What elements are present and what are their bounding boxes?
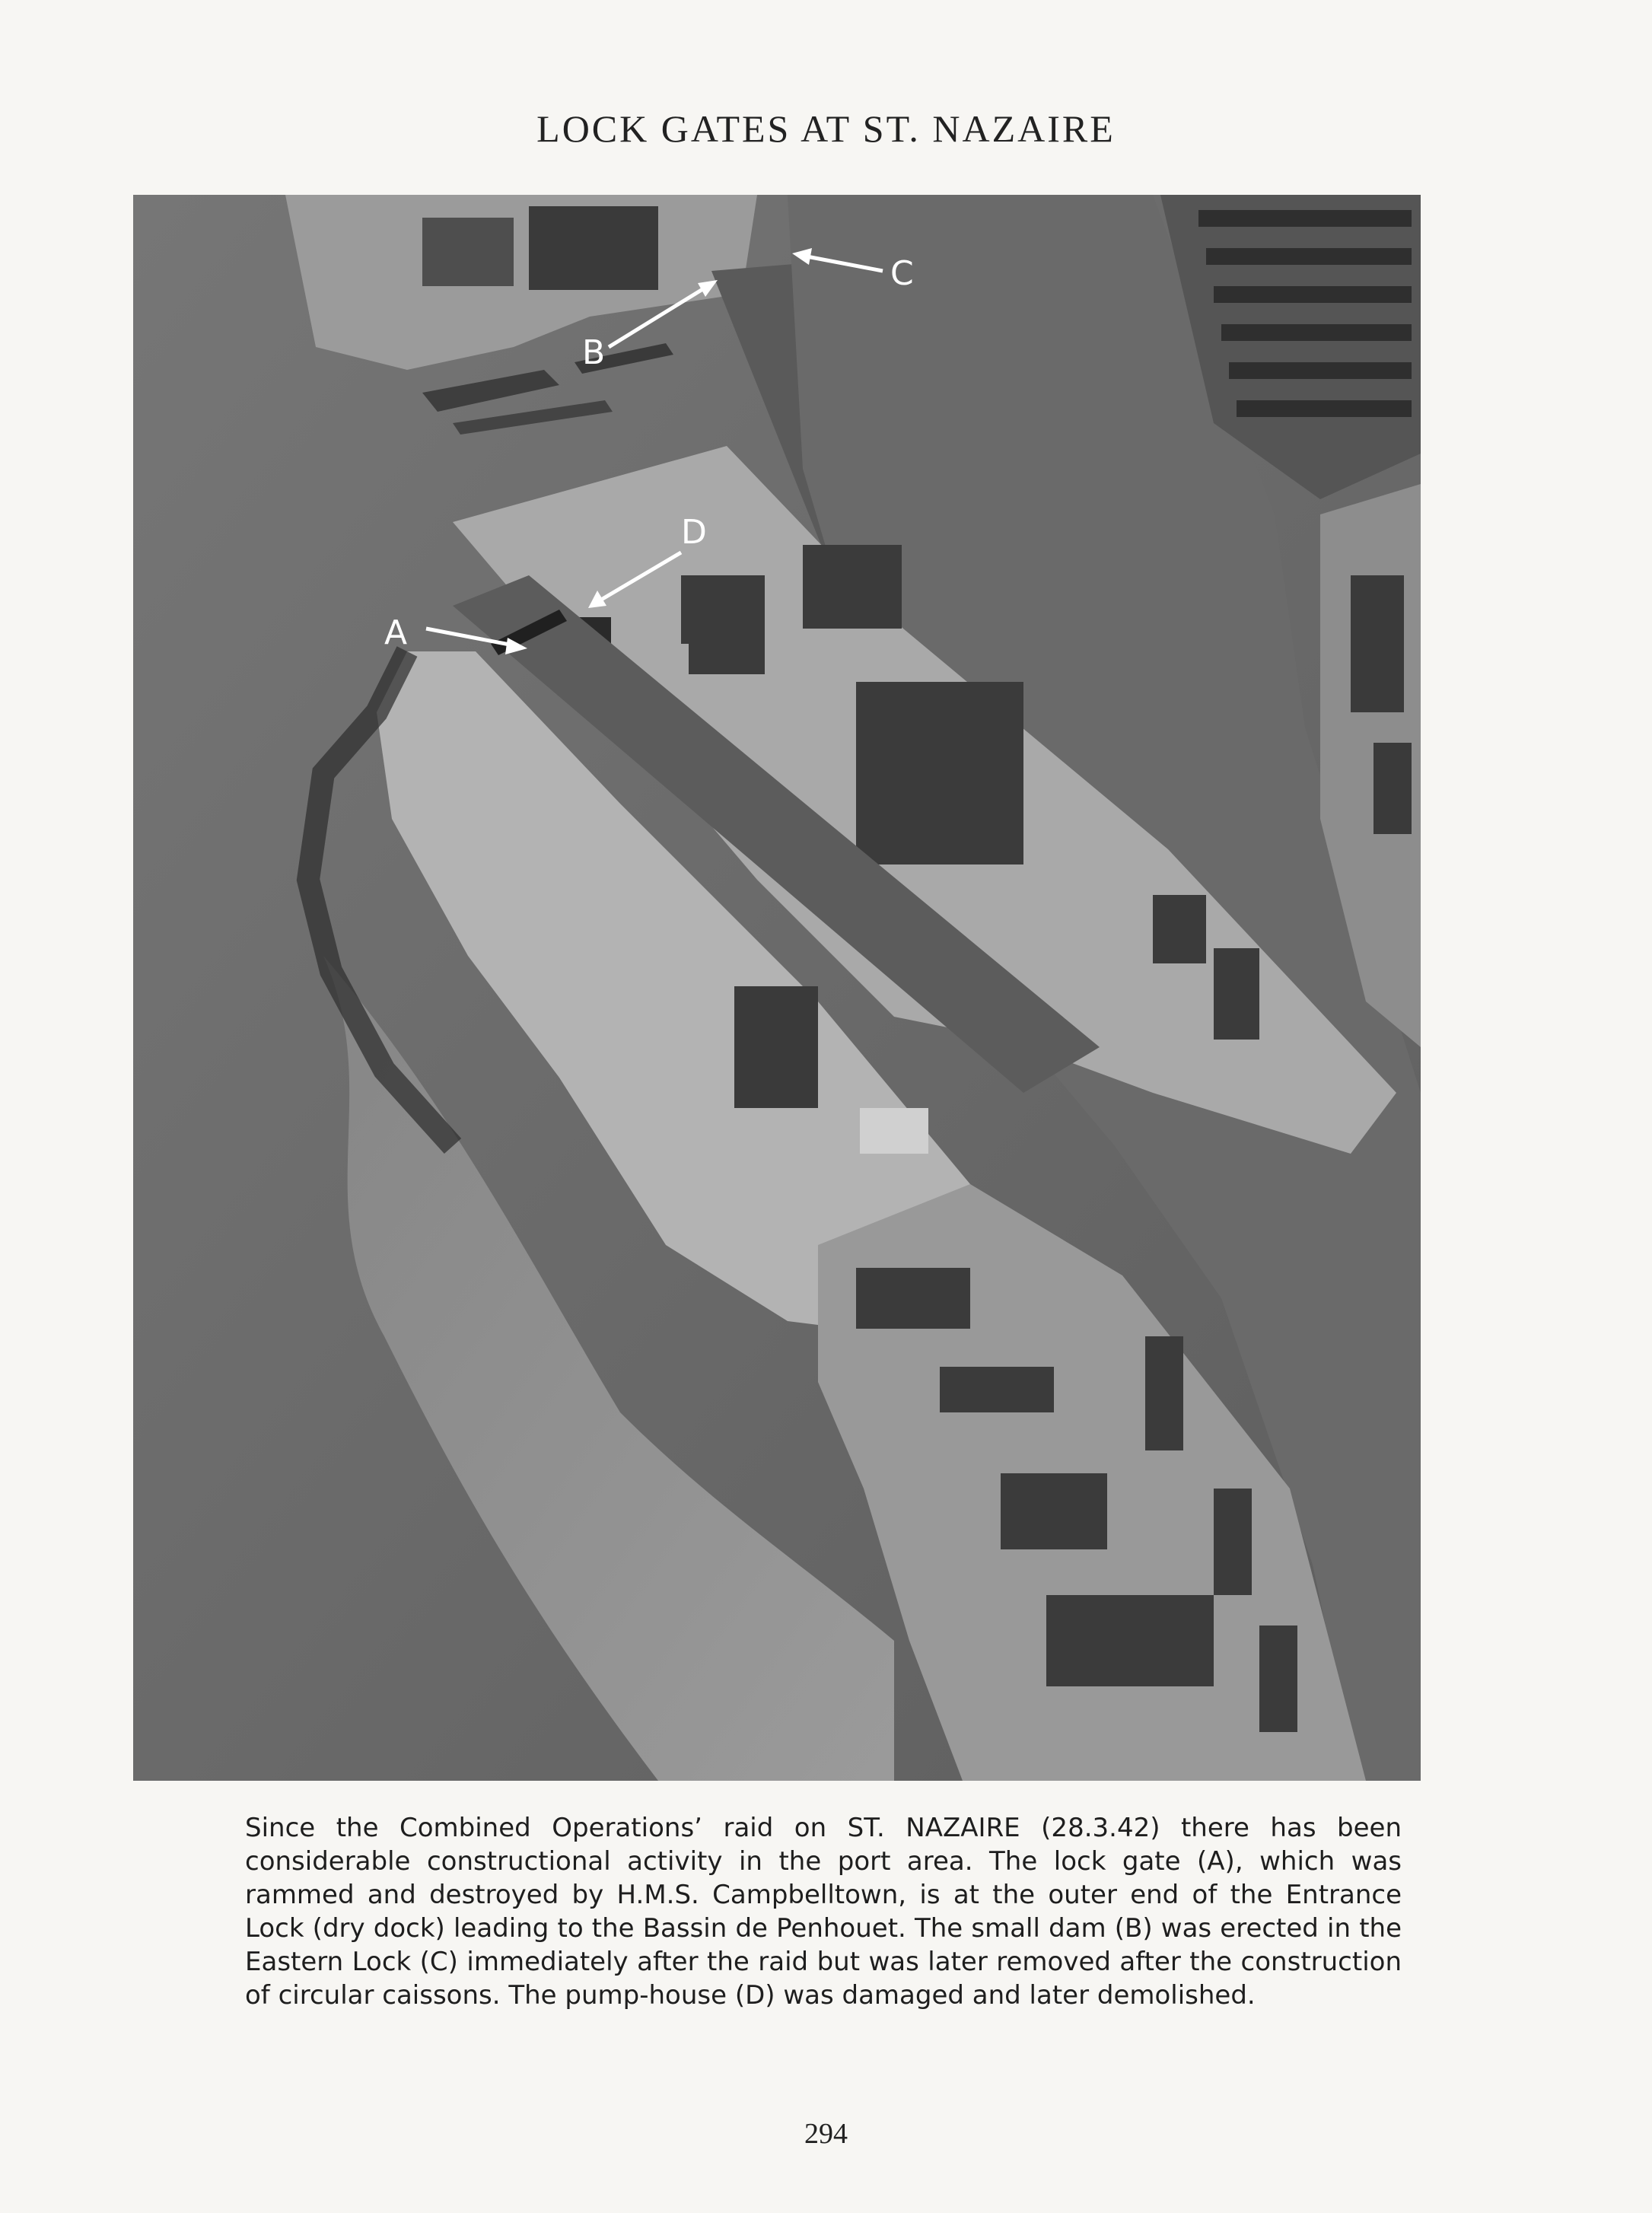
aerial-photograph xyxy=(133,195,1421,1781)
page-number: 294 xyxy=(804,2118,848,2150)
photo-caption: Since the Combined Operations’ raid on ST. NAZAIRE (28.3.42) there has been considerable constructional activity in the port area. The lock gate (A), which was rammed and destroyed by H.M.S. Campbelltown, is at the outer end of the Entrance Lock (dry dock) leading to the Bassin de Penhouet. The small dam (B) was erected in the Eastern Lock (C) immediately after the raid but was later removed after the construction of circular caissons. The pump-house (D) was damaged and later demolished. xyxy=(245,1813,1402,2011)
callout-label-d: D xyxy=(681,513,707,552)
callout-label-a: A xyxy=(384,613,408,652)
callout-label-b: B xyxy=(582,333,606,372)
top-building xyxy=(422,218,514,286)
aerial-photo-drawing xyxy=(133,195,1421,1781)
page-title: LOCK GATES AT ST. NAZAIRE xyxy=(536,107,1116,150)
callout-label-c: C xyxy=(890,254,914,293)
top-building xyxy=(529,206,658,290)
